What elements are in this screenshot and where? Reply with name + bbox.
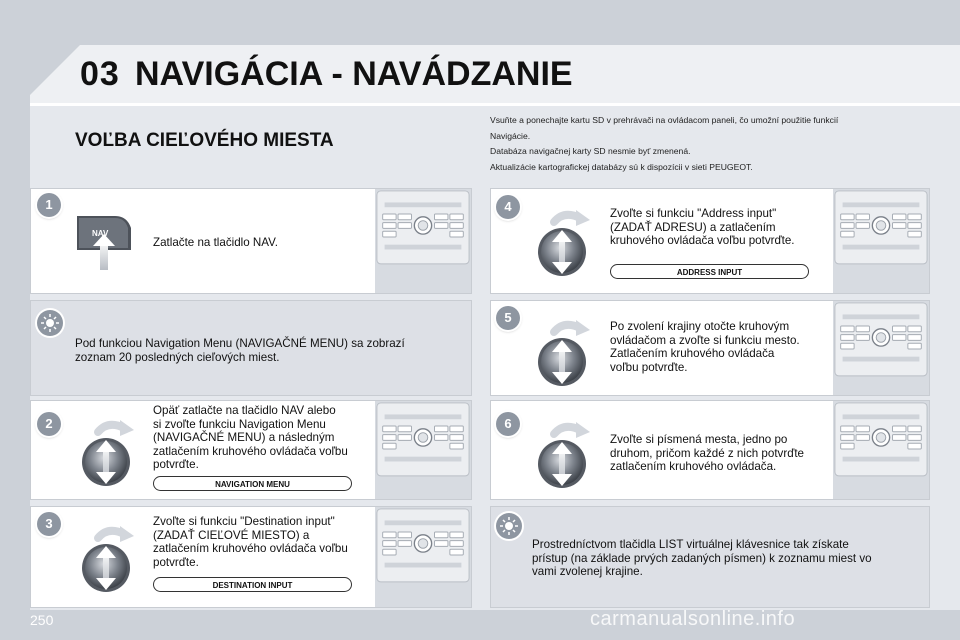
step-3-line: zatlačením kruhového ovládača voľbu [153,542,348,555]
step-3-badge: 3 [37,512,61,536]
step-4-text [610,207,795,248]
step-2-line: si zvoľte funkciu Navigation Menu [153,417,326,431]
tip-1-line: Pod funkciou Navigation Menu (NAVIGAČNÉ MENU) sa zobrazí [75,337,405,350]
step-2-line: (NAVIGAČNÉ MENU) a následným [153,431,335,444]
step-6-line: druhom, pričom každé z nich potvrďte [610,446,804,460]
step-2-text [153,404,348,472]
rotary-knob-icon [536,420,596,495]
step-5-text [610,320,800,374]
rotary-knob-icon [536,208,596,283]
step-2-badge: 2 [37,412,61,436]
intro-line: Vsuňte a ponechajte kartu SD v prehrávači na ovládacom paneli, čo umožní použitie funkcií [490,115,839,125]
step-5-line: ovládačom a zvoľte si funkciu mesto. [610,333,800,347]
step-1-line: Zatlačte na tlačidlo NAV. [153,236,279,249]
tip-1-line: zoznam 20 posledných cieľových miest. [75,350,280,364]
tip-2-line: prístup (na základe prvých zadaných písmen) k zoznamu miest vo [532,551,872,565]
step-4-line: kruhového ovládača voľbu potvrďte. [610,234,795,247]
step-2-line: potvrďte. [153,458,199,471]
step-5-line: Po zvolení krajiny otočte kruhovým [610,320,790,333]
header-corner-fold [30,45,80,95]
intro-line: Databáza navigačnej karty SD nesmie byť zmenená. [490,146,691,156]
step-5-panel-image [833,301,929,395]
step-2-line: Opäť zatlačte na tlačidlo NAV alebo [153,404,336,417]
destination-input-pill: DESTINATION INPUT [153,577,352,592]
step-4-line: (ZADAŤ ADRESU) a zatlačením [610,220,776,234]
step-3-line: (ZADAŤ CIEĽOVÉ MIESTO) a [153,528,310,542]
intro-line: Aktualizácie kartografickej databázy sú k dispozícii v sieti PEUGEOT. [490,161,753,172]
step-4-panel-image [833,189,929,293]
navigation-menu-pill: NAVIGATION MENU [153,476,352,491]
step-4-badge: 4 [496,195,520,219]
step-5-line: voľbu potvrďte. [610,360,688,374]
rotary-knob-icon [536,318,596,393]
step-6-line: Zvoľte si písmená mesta, jedno po [610,433,788,446]
step-6-badge: 6 [496,412,520,436]
tip-2-text [532,538,872,579]
radio-panel-icon [375,189,471,266]
nav-button-label: NAV [92,229,109,238]
radio-panel-icon [833,189,929,266]
step-1-badge: 1 [37,193,61,217]
step-3-panel-image [375,507,471,607]
tip-2-line: Prostredníctvom tlačidla LIST virtuálnej klávesnice tak získate [532,538,849,551]
radio-panel-icon [833,401,929,478]
intro-note [490,113,930,175]
step-6-line: zatlačením kruhového ovládača. [610,460,777,473]
step-1-panel-image [375,189,471,293]
radio-panel-icon [833,301,929,378]
watermark: carmanualsonline.info [590,608,796,630]
radio-panel-icon [375,507,471,584]
rotary-knob-icon [80,418,140,493]
step-2-panel-image [375,401,471,499]
step-2-line: zatlačením kruhového ovládača voľbu [153,444,348,458]
step-3-line: Zvoľte si funkciu "Destination input" [153,515,335,528]
chapter-number: 03 [80,55,120,93]
step-5-line: Zatlačením kruhového ovládača [610,347,775,360]
step-6-text [610,433,804,474]
tip-2-line: vami zvolenej krajine. [532,565,643,578]
step-3-text [153,515,348,569]
intro-line: Navigácie. [490,130,531,141]
step-5-badge: 5 [496,306,520,330]
lightbulb-icon [496,513,522,539]
step-1-text [153,236,278,250]
step-4-line: Zvoľte si funkciu "Address input" [610,207,777,220]
lightbulb-icon [37,310,63,336]
section-subtitle: VOĽBA CIEĽOVÉHO MIESTA [75,130,334,151]
page-number: 250 [30,612,54,628]
step-3-line: potvrďte. [153,555,199,569]
rotary-knob-icon [80,524,140,599]
tip-1-text [75,337,405,364]
page-title: NAVIGÁCIA - NAVÁDZANIE [135,55,573,93]
radio-panel-icon [375,401,471,478]
nav-button-icon [75,212,135,276]
step-6-panel-image [833,401,929,499]
address-input-pill: ADDRESS INPUT [610,264,809,279]
